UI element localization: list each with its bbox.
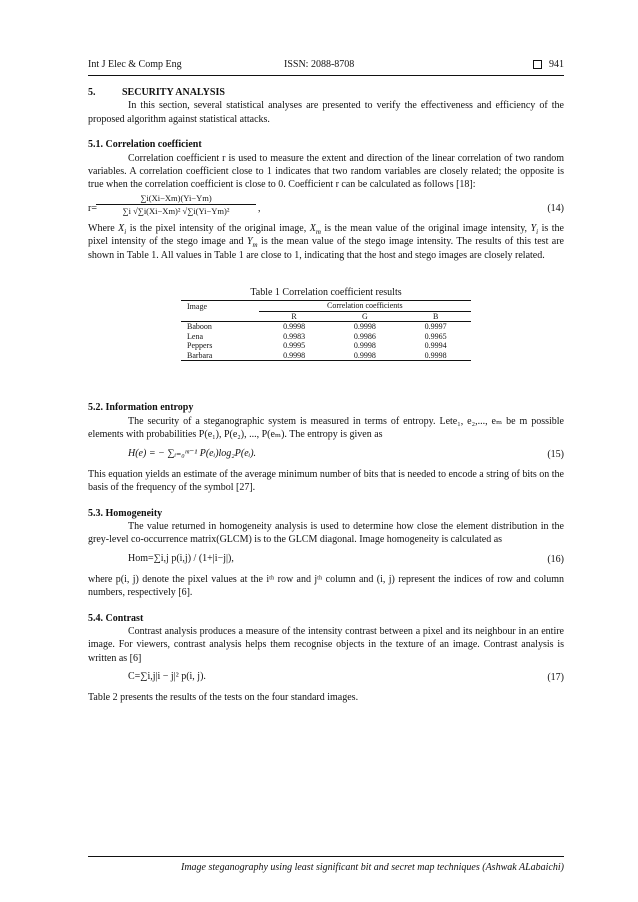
equation-16: [88, 547, 564, 573]
equation-body: Hom=∑i,j p(i,j) / (1+|i−j|),: [128, 552, 234, 564]
homogeneity-explanation: where p(i, j) denote the pixel values at the iᵗʰ row and jᵗʰ column and (i, j) represent the indices of row and column numbers, respectively [6].: [88, 573, 564, 599]
page-number: 941: [549, 59, 564, 70]
table-row: Peppers 0.9995 0.9998 0.9994: [187, 341, 447, 351]
table-row: Lena 0.9983 0.9986 0.9965: [187, 331, 447, 341]
checkbox-square-icon: [533, 60, 542, 69]
equation-body: C=∑i,j|i − j|² p(i, j).: [128, 671, 206, 683]
equation-17: [88, 665, 564, 691]
entropy-explanation: This equation yields an estimate of the average minimum number of bits that is needed to encode a string of bits on the basis of the frequency of the symbol [27].: [88, 468, 564, 494]
running-header: [88, 58, 564, 74]
table-row: Barbara 0.9998 0.9998 0.9998: [181, 351, 471, 361]
table-row: Baboon 0.9998 0.9998 0.9997: [187, 322, 447, 332]
column-header-image: Image: [187, 301, 207, 311]
equation-number: (16): [547, 553, 564, 565]
equation-body: H(e) = − ∑ᵢ₌₀ᵐ⁻¹ P(eᵢ)log₂P(eᵢ).: [128, 447, 257, 459]
table-caption: Table 1 Correlation coefficient results: [250, 287, 402, 299]
equation-tail: ,: [258, 202, 261, 214]
entropy-paragraph: The security of a steganographic system is measured in terms of entropy. Lete₁, e₂,..., eₘ be m possible elements with probabilities P(e₁), P(e₂), ..., P(eₘ). The entropy is given as: [88, 415, 564, 441]
footer-divider: [88, 856, 564, 857]
homogeneity-paragraph: The value returned in homogeneity analysis is used to determine how close the element distribution in the grey-level co-occurrence matrix(GLCM) is to the GLCM diagonal. Image homogeneity is calculated as: [88, 520, 564, 546]
equation-15: [88, 442, 564, 468]
section-heading: 5. SECURITY ANALYSIS: [88, 87, 225, 98]
correlation-table: [181, 300, 471, 361]
correlation-paragraph: Correlation coefficient r is used to measure the extent and direction of the linear correlation of two random variables. A correlation coefficient close to 1 indicates that two random variables are closely related; the opposite is true when the correlation coefficient is close to 0. Coefficient r can be calculated as follows [18]:: [88, 152, 564, 191]
subsection-heading-entropy: 5.2. Information entropy: [88, 402, 194, 414]
contrast-closing: Table 2 presents the results of the tests on the four standard images.: [88, 692, 359, 704]
equation-number: (15): [547, 448, 564, 460]
column-header-r: R: [259, 311, 330, 322]
column-group-header: Correlation coefficients: [259, 301, 471, 312]
subsection-heading-correlation: 5.1. Correlation coefficient: [88, 139, 202, 151]
header-divider: [88, 75, 564, 76]
equation-numerator: ∑i(Xi−Xm)(Yi−Ym): [96, 192, 256, 205]
page-body: [88, 86, 564, 705]
equation-number: (17): [547, 672, 564, 684]
issn: ISSN: 2088-8708: [284, 59, 355, 70]
variable-definitions: Where $X_i$ is the pixel intensity of the original image, $X_m$ is the mean value of the original image intensity, $Y_i$ is the pixel intensity of the stego image and $Y_m$ is the mean value of the stego image intensity. The results of this test are shown in Table 1. All values in Table 1 are close to 1, indicating that the host and stego images are closely related.: [88, 222, 564, 261]
subsection-heading-contrast: 5.4. Contrast: [88, 612, 144, 624]
equation-fraction: [96, 192, 256, 217]
journal-name: Int J Elec & Comp Eng: [88, 59, 182, 70]
column-header-b: B: [400, 311, 471, 322]
section-intro: In this section, several statistical analyses are presented to verify the effectiveness and efficiency of the proposed algorithm against statistical attacks.: [88, 100, 564, 125]
subsection-heading-homogeneity: 5.3. Homogeneity: [88, 507, 163, 519]
column-header-g: G: [329, 311, 400, 322]
running-footer: Image steganography using least significant bit and secret map techniques (Ashwak ALabaichi): [180, 862, 564, 873]
equation-denominator: ∑i √∑i(Xi−Xm)² √∑i(Yi−Ym)²: [122, 205, 230, 216]
equation-14: [88, 192, 564, 222]
equation-lhs: r=: [88, 202, 97, 214]
contrast-paragraph: Contrast analysis produces a measure of the intensity contrast between a pixel and its neighbour in an entire image. For viewers, contrast analysis helps them recognise objects in the texture of an image. Contrast analysis is written as [6]: [88, 625, 564, 664]
equation-number: (14): [547, 202, 564, 214]
